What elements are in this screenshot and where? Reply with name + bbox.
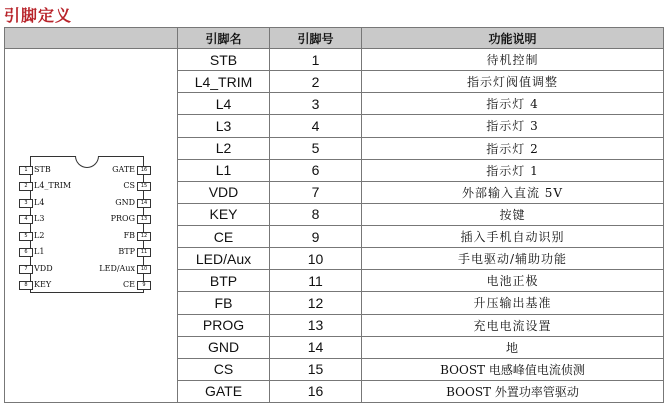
pin-name-cell: GND bbox=[178, 336, 270, 358]
chip-pin-number: 4 bbox=[19, 215, 33, 224]
chip-pin-label: PROG bbox=[110, 214, 135, 223]
chip-pin-label: KEY bbox=[34, 280, 52, 289]
pin-function-cell: 升压输出基准 bbox=[362, 292, 664, 314]
pin-number-cell: 5 bbox=[270, 137, 362, 159]
pin-name-cell: CS bbox=[178, 358, 270, 380]
pin-function-cell: 待机控制 bbox=[362, 49, 664, 71]
pin-number-cell: 1 bbox=[270, 49, 362, 71]
chip-pin-label: GND bbox=[115, 197, 135, 207]
pin-function-cell: 手电驱动/辅助功能 bbox=[362, 248, 664, 270]
pin-name-cell: CE bbox=[178, 226, 270, 248]
chip-pin-number: 2 bbox=[19, 182, 33, 191]
pin-function-cell: 外部输入直流 5V bbox=[362, 181, 664, 203]
pin-number-cell: 3 bbox=[270, 93, 362, 115]
pin-function-cell: BOOST 外置功率管驱动 bbox=[362, 380, 664, 402]
pin-function-cell: 按键 bbox=[362, 203, 664, 225]
chip-pin-number: 13 bbox=[137, 215, 151, 224]
pin-name-cell: LED/Aux bbox=[178, 248, 270, 270]
pin-number-cell: 9 bbox=[270, 226, 362, 248]
pin-function-cell: 电池正极 bbox=[362, 270, 664, 292]
header-blank-cell bbox=[5, 28, 178, 49]
pin-name-cell: L2 bbox=[178, 137, 270, 159]
pin-function-cell: BOOST 电感峰值电流侦测 bbox=[362, 358, 664, 380]
chip-pin-label: L3 bbox=[34, 214, 45, 223]
pin-definition-table bbox=[4, 27, 664, 403]
header-pin-number: 引脚号 bbox=[270, 28, 362, 49]
pin-number-cell: 7 bbox=[270, 181, 362, 203]
chip-pin-label: L1 bbox=[34, 247, 45, 256]
chip-pin-number: 3 bbox=[19, 199, 33, 208]
pin-number-cell: 2 bbox=[270, 71, 362, 93]
chip-notch bbox=[75, 156, 99, 168]
chip-pin-label: LED/Aux bbox=[99, 263, 135, 273]
header-function: 功能说明 bbox=[362, 28, 664, 49]
chip-pin-number: 15 bbox=[137, 182, 151, 191]
pin-name-cell: L1 bbox=[178, 159, 270, 181]
pin-number-cell: 10 bbox=[270, 248, 362, 270]
pin-name-cell: L4_TRIM bbox=[178, 71, 270, 93]
chip-pin-number: 14 bbox=[137, 199, 151, 208]
chip-pin-label: FB bbox=[123, 230, 135, 240]
pin-name-cell: STB bbox=[178, 49, 270, 71]
chip-pin-label: BTP bbox=[118, 247, 135, 256]
chip-pin-number: 9 bbox=[137, 281, 151, 290]
chip-pin-label: L4_TRIM bbox=[34, 181, 72, 190]
chip-pin-label: GATE bbox=[112, 164, 135, 174]
table-header-row bbox=[5, 28, 664, 49]
chip-pin-number: 1 bbox=[19, 166, 33, 175]
pin-name-cell: PROG bbox=[178, 314, 270, 336]
header-pin-name: 引脚名 bbox=[178, 28, 270, 49]
table-row bbox=[5, 49, 664, 71]
chip-diagram-cell bbox=[5, 49, 178, 403]
pin-function-cell: 指示灯 2 bbox=[362, 137, 664, 159]
chip-pin-label: CE bbox=[123, 280, 135, 289]
pin-name-cell: VDD bbox=[178, 181, 270, 203]
chip-pin-label: L2 bbox=[34, 230, 45, 240]
pin-name-cell: BTP bbox=[178, 270, 270, 292]
chip-pin-number: 5 bbox=[19, 232, 33, 241]
pin-function-cell: 指示灯阀值调整 bbox=[362, 71, 664, 93]
pin-name-cell: GATE bbox=[178, 380, 270, 402]
chip-pin-label: CS bbox=[123, 181, 135, 190]
pin-number-cell: 6 bbox=[270, 159, 362, 181]
pin-number-cell: 11 bbox=[270, 270, 362, 292]
pin-function-cell: 地 bbox=[362, 336, 664, 358]
chip-pin-number: 8 bbox=[19, 281, 33, 290]
pin-function-cell: 指示灯 1 bbox=[362, 159, 664, 181]
pin-name-cell: FB bbox=[178, 292, 270, 314]
pin-number-cell: 13 bbox=[270, 314, 362, 336]
chip-pin-number: 16 bbox=[137, 166, 151, 175]
chip-pin-label: STB bbox=[34, 164, 51, 174]
pin-name-cell: L3 bbox=[178, 115, 270, 137]
chip-pin-number: 10 bbox=[137, 265, 151, 274]
pin-number-cell: 4 bbox=[270, 115, 362, 137]
pin-function-cell: 指示灯 4 bbox=[362, 93, 664, 115]
pin-number-cell: 12 bbox=[270, 292, 362, 314]
chip-pin-label: VDD bbox=[34, 263, 53, 273]
pin-number-cell: 15 bbox=[270, 358, 362, 380]
chip-pin-label: L4 bbox=[34, 197, 45, 207]
pin-name-cell: KEY bbox=[178, 203, 270, 225]
pin-function-cell: 充电电流设置 bbox=[362, 314, 664, 336]
pin-function-cell: 插入手机自动识别 bbox=[362, 226, 664, 248]
chip-pin-number: 7 bbox=[19, 265, 33, 274]
chip-pin-number: 6 bbox=[19, 248, 33, 257]
chip-pin-number: 12 bbox=[137, 232, 151, 241]
chip-package-diagram bbox=[16, 156, 166, 296]
section-title: 引脚定义 bbox=[4, 6, 73, 25]
pin-number-cell: 14 bbox=[270, 336, 362, 358]
pin-number-cell: 16 bbox=[270, 380, 362, 402]
pin-function-cell: 指示灯 3 bbox=[362, 115, 664, 137]
table-body bbox=[5, 49, 664, 403]
pin-number-cell: 8 bbox=[270, 203, 362, 225]
chip-pin-number: 11 bbox=[137, 248, 151, 257]
pin-name-cell: L4 bbox=[178, 93, 270, 115]
